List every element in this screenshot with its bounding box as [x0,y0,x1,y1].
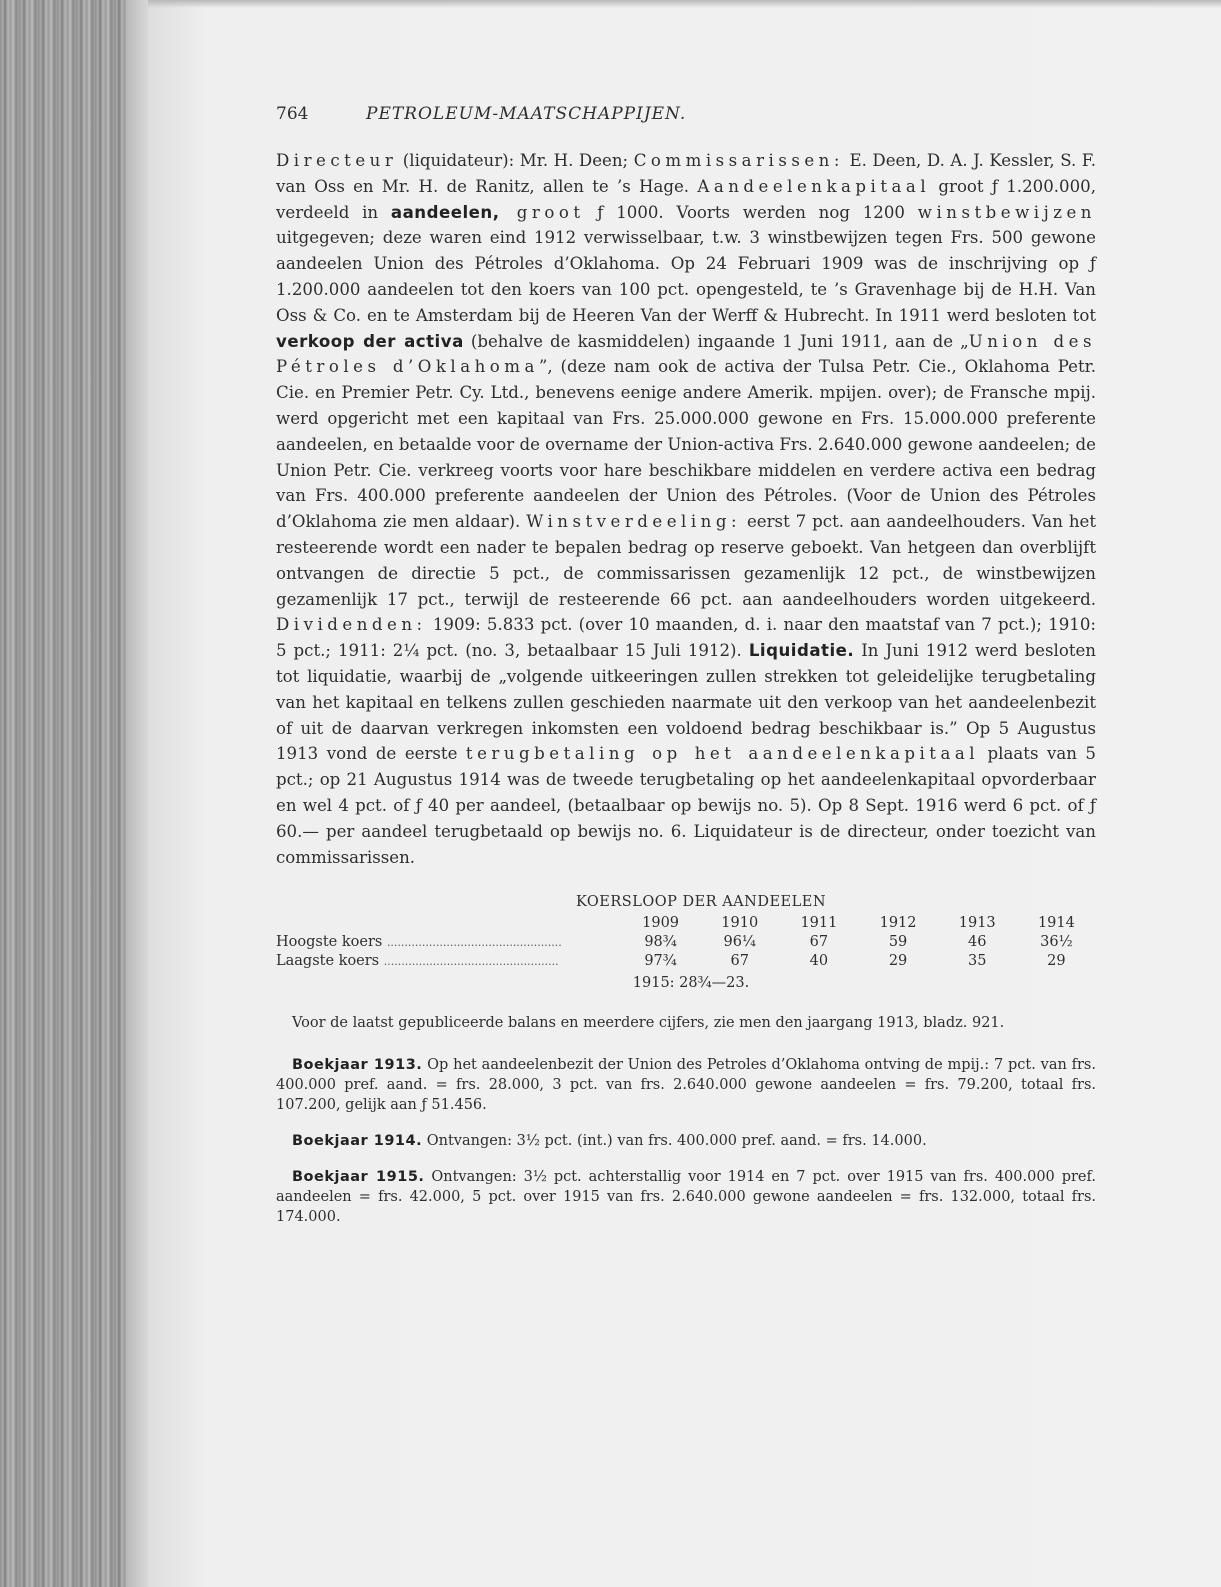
label-aandeelenkapitaal: Aandeelenkapitaal [697,176,931,196]
row-label: Hoogste koers [276,934,383,951]
label-commissarissen: Commissarissen: [633,151,844,170]
table-cell: 98¾ [644,934,677,951]
year-header: 1910 [721,915,759,932]
label-dividenden: Dividenden: [276,615,427,635]
running-head [276,104,1096,134]
book-spine-edge [0,0,148,1587]
book-page [148,0,1221,1587]
company-description [276,148,1096,870]
table-row [276,952,1096,971]
table-cell: 46 [967,934,987,951]
table-cell: 29 [888,953,908,970]
bold-liquidatie: Liquidatie. [748,641,855,661]
year-header: 1909 [642,915,680,932]
page-top-shadow [148,0,1221,8]
running-title: PETROLEUM-MAATSCHAPPIJEN. [366,104,687,124]
koersloop-title: KOERSLOOP DER AANDEELEN [575,894,827,911]
leader-dots: .................................................. [386,936,562,950]
label-terugbetaling: terugbetaling op het aandeelenkapitaal [465,744,980,764]
table-row [276,933,1096,952]
koersloop-note-1915: 1915: 28¾—23. [632,975,750,992]
balans-note: Voor de laatst gepubliceerde balans en meerdere cijfers, zie men den jaargang 1913, bladz. 921. [292,1015,1005,1032]
koersloop-table [276,914,1096,971]
boekjaar-1913-label: Boekjaar 1913. [292,1057,423,1074]
boekjaar-1915-label: Boekjaar 1915. [292,1169,425,1186]
label-groot: groot [499,202,585,222]
bold-verkoop-der-activa: verkoop der activa [276,331,464,351]
year-header: 1914 [1037,915,1075,932]
boekjaar-1913: Boekjaar 1913. Op het aandeelenbezit der Union des Petroles d’Oklahoma ontving de mpij.: 7 pct. van frs. 400.000 pref. aand. = frs. 28.000, 3 pct. van frs. 2.640.000 gewone aandeelen = frs. 79.200, totaal frs. 107.200, gelijk aan ƒ 51.456. [276,1057,1096,1114]
table-cell: 97¾ [644,953,677,970]
table-header-row [276,914,1096,933]
table-cell: 59 [888,934,908,951]
year-header: 1912 [879,915,917,932]
label-winstverdeeling: Winstverdeeling: [526,512,742,532]
table-cell: 29 [1047,953,1066,970]
label-winstbewijzen: winstbewijzen [917,202,1096,222]
year-header: 1911 [800,915,838,932]
label-directeur: Directeur [276,151,398,170]
boekjaar-1914-label: Boekjaar 1914. [292,1133,423,1150]
page-number: 764 [276,104,309,124]
table-cell: 36½ [1040,934,1073,951]
table-cell: 67 [730,953,749,970]
table-cell: 40 [809,953,829,970]
year-header: 1913 [958,915,996,932]
footer-notes [276,1013,1096,1227]
label-union-des-petroles: Union des Pétroles d’Oklahoma [276,331,1096,377]
bold-aandeelen: aandeelen, [390,202,500,222]
table-cell: 96¼ [723,934,756,951]
page-content [276,104,1096,1227]
boekjaar-1914: Boekjaar 1914. Ontvangen: 3½ pct. (int.) van frs. 400.000 pref. aand. = frs. 14.000. [292,1133,927,1150]
row-label: Laagste koers [276,953,380,970]
table-cell: 67 [809,934,829,951]
leader-dots: .................................................. [383,955,559,969]
table-cell: 35 [967,953,987,970]
main-paragraph: Directeur (liquidateur): Mr. H. Deen; Commissarissen: E. Deen, D. A. J. Kessler, S. F. van Oss en Mr. H. de Ranitz, allen te ’s Hage. Aandeelenkapitaal groot ƒ 1.200.000, verdeeld in aandeelen, groot ƒ 1000. Voorts werden nog 1200 winstbewijzen uitgegeven; deze waren eind 1912 verwisselbaar, t.w. 3 winstbewijzen tegen Frs. 500 gewone aandeelen Union des Pétroles d’Oklahoma. Op 24 Februari 1909 was de inschrijving op ƒ 1.200.000 aandeelen tot den koers van 100 pct. opengesteld, te ’s Gravenhage bij de H.H. Van Oss & Co. en te Amsterdam bij de Heeren Van der Werff & Hubrecht. In 1911 werd besloten tot verkoop der activa (behalve de kasmiddelen) ingaande 1 Juni 1911, aan de „Union des Pétroles d’Oklahoma”, (deze nam ook de activa der Tulsa Petr. Cie., Oklahoma Petr. Cie. en Premier Petr. Cy. Ltd., benevens eenige andere Amerik. mpijen. over); de Fransche mpij. werd opgericht met een kapitaal van Frs. 25.000.000 gewone en Frs. 15.000.000 preferente aandeelen, en betaalde voor de overname der Union-activa Frs. 2.640.000 gewone aandeelen; de Union Petr. Cie. verkreeg voorts voor hare beschikbare middelen en verdere activa een bedrag van Frs. 400.000 preferente aandeelen der Union des Pétroles. (Voor de Union des Pétroles d’Oklahoma zie men aldaar). Winstverdeeling: eerst 7 pct. aan aandeelhouders. Van het resteerende wordt een nader te bepalen bedrag op reserve geboekt. Van hetgeen dan overblijft ontvangen de directie 5 pct., de commissarissen gezamenlijk 12 pct., de winstbewijzen gezamenlijk 17 pct., terwijl de resteerende 66 pct. aan aandeelhouders worden uitgekeerd. Dividenden: 1909: 5.833 pct. (over 10 maanden, d. i. naar den maatstaf van 7 pct.); 1910: 5 pct.; 1911: 2¼ pct. (no. 3, betaalbaar 15 Juli 1912). Liquidatie. In Juni 1912 werd besloten tot liquidatie, waarbij de „volgende uitkeeringen zullen strekken tot geleidelijke terugbetaling van het kapitaal en telkens zullen geschieden naarmate uit den verkoop van het aandeelenbezit of uit de daarvan verkregen inkomsten een voldoend bedrag beschikbaar is.” Op 5 Augustus 1913 vond de eerste terugbetaling op het aandeelenkapitaal plaats van 5 pct.; op 21 Augustus 1914 was de tweede terugbetaling op het aandeelenkapitaal opvorderbaar en wel 4 pct. of ƒ 40 per aandeel, (betaalbaar op bewijs no. 5). Op 8 Sept. 1916 werd 6 pct. of ƒ 60.— per aandeel terugbetaald op bewijs no. 6. Liquidateur is de directeur, onder toezicht van commissarissen. [276,151,1096,867]
boekjaar-1915: Boekjaar 1915. Ontvangen: 3½ pct. achterstallig voor 1914 en 7 pct. over 1915 van frs. 400.000 pref. aandeelen = frs. 42.000, 5 pct. over 1915 van frs. 2.640.000 gewone aandeelen = frs. 132.000, totaal frs. 174.000. [276,1169,1096,1226]
